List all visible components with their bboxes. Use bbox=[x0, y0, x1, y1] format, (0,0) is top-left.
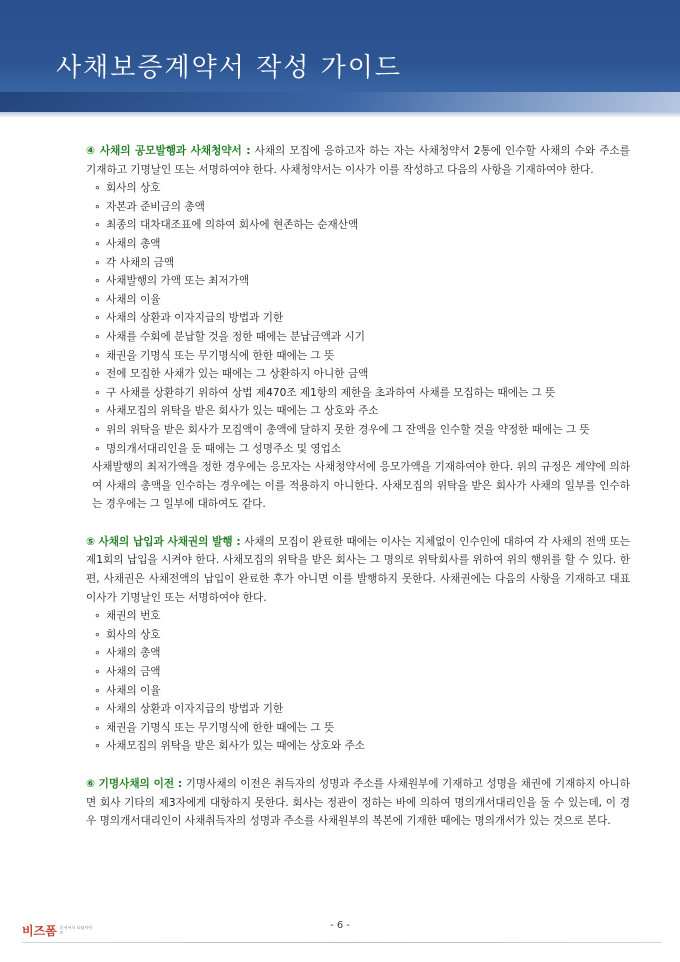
section-4-intro bbox=[86, 142, 630, 179]
list-item: ∘ 사채의 총액 bbox=[94, 644, 630, 663]
section-5 bbox=[86, 533, 630, 756]
list-item: ∘ 채권을 기명식 또는 무기명식에 한한 때에는 그 뜻 bbox=[94, 719, 630, 738]
list-item: ∘ 구 사채를 상환하기 위하여 상법 제470조 제1항의 제한을 초과하여 사채를 모집하는 때에는 그 뜻 bbox=[94, 384, 630, 403]
section-number: ⑥ bbox=[86, 778, 96, 790]
footer-divider bbox=[22, 942, 662, 943]
list-item: ∘ 사채의 이율 bbox=[94, 291, 630, 310]
list-item: ∘ 사채의 상환과 이자지급의 방법과 기한 bbox=[94, 700, 630, 719]
section-4 bbox=[86, 142, 630, 514]
list-item: ∘ 채권의 번호 bbox=[94, 607, 630, 626]
list-item: ∘ 사채발행의 가액 또는 최저가액 bbox=[94, 272, 630, 291]
header-shadow bbox=[0, 112, 680, 118]
list-item: ∘ 회사의 상호 bbox=[94, 179, 630, 198]
page-number: - 6 - bbox=[330, 920, 350, 931]
section-4-list bbox=[86, 179, 630, 458]
section-5-list bbox=[86, 607, 630, 756]
list-item: ∘ 최종의 대차대조표에 의하여 회사에 현존하는 순재산액 bbox=[94, 216, 630, 235]
section-heading: 사채의 공모발행과 사채청약서 : bbox=[99, 145, 251, 157]
list-item: ∘ 사채를 수회에 분납할 것을 정한 때에는 분납금액과 시기 bbox=[94, 328, 630, 347]
section-intro-text: 기명사채의 이전은 취득자의 성명과 주소를 사채원부에 기재하고 성명을 채권에 기재하지 아니하면 회사 기타의 제3자에게 대항하지 못한다. 회사는 정관이 정하는 바에 의하여 명의개서대리인을 둘 수 있는데, 이 경우 명의개서대리인이 사채취득자의 성명과 주소를 사채원부의 복본에 기재한 때에는 명의개서가 있는 것으로 본다. bbox=[86, 778, 630, 828]
section-number: ⑤ bbox=[86, 535, 96, 548]
list-item: ∘ 사채의 총액 bbox=[94, 235, 630, 254]
document-body bbox=[86, 142, 630, 831]
page-title: 사채보증계약서 작성 가이드 bbox=[56, 53, 402, 83]
section-intro-text: 사채의 모집이 완료한 때에는 이사는 지체없이 인수인에 대하여 각 사채의 전액 또는 제1회의 납입을 시켜야 한다. 사채모집의 위탁을 받은 회사는 그 명의로 위탁회사를 위하여 위의 행위를 할 수 있다. 한편, 사채권은 사채전액의 납입이 완료한 후가 아니면 이를 발행하지 못한다. 사채권에는 다음의 사항을 기재하고 대표이사가 기명날인 또는 서명하여야 한다. bbox=[86, 535, 630, 604]
section-intro-text: 사채의 모집에 응하고자 하는 자는 사채청약서 2통에 인수할 사채의 수와 주소를 기재하고 기명날인 또는 서명하여야 한다. 사채청약서는 이사가 이를 작성하고 다음의 사항을 기재하여야 한다. bbox=[86, 145, 630, 176]
list-item: ∘ 위의 위탁을 받은 회사가 모집액이 총액에 달하지 못한 경우에 그 잔액을 인수할 것을 약정한 때에는 그 뜻 bbox=[94, 421, 630, 440]
section-heading: 기명사채의 이전 : bbox=[98, 778, 183, 790]
list-item: ∘ 사채모집의 위탁을 받은 회사가 있는 때에는 그 상호와 주소 bbox=[94, 402, 630, 421]
logo-subtitle: 문서서식 포털사이트 bbox=[59, 925, 92, 935]
header-band bbox=[0, 92, 680, 112]
section-4-after: 사채발행의 최저가액을 정한 경우에는 응모자는 사채청약서에 응모가액을 기재하여야 한다. 위의 규정은 계약에 의하여 사채의 총액을 인수하는 경우에는 이를 적용하지 아니한다. 사채모집의 위탁을 받은 회사가 사채의 일부를 인수하는 경우에는 그 일부에 대하여도 같다. bbox=[92, 461, 630, 511]
list-item: ∘ 사채의 금액 bbox=[94, 663, 630, 682]
section-5-intro bbox=[86, 533, 630, 607]
list-item: ∘ 회사의 상호 bbox=[94, 626, 630, 645]
section-number: ④ bbox=[86, 145, 96, 157]
list-item: ∘ 사채모집의 위탁을 받은 회사가 있는 때에는 상호와 주소 bbox=[94, 737, 630, 756]
list-item: ∘ 자본과 준비금의 총액 bbox=[94, 198, 630, 217]
list-item: ∘ 사채의 상환과 이자지급의 방법과 기한 bbox=[94, 309, 630, 328]
section-6 bbox=[86, 775, 630, 831]
section-heading: 사채의 납입과 사채권의 발행 : bbox=[98, 535, 241, 548]
list-item: ∘ 전에 모집한 사채가 있는 때에는 그 상환하지 아니한 금액 bbox=[94, 365, 630, 384]
page-header bbox=[0, 0, 680, 112]
logo-text: 비즈폼 bbox=[22, 923, 57, 938]
list-item: ∘ 각 사채의 금액 bbox=[94, 254, 630, 273]
section-6-intro bbox=[86, 775, 630, 831]
list-item: ∘ 채권을 기명식 또는 무기명식에 한한 때에는 그 뜻 bbox=[94, 347, 630, 366]
list-item: ∘ 사채의 이율 bbox=[94, 682, 630, 701]
list-item: ∘ 명의개서대리인을 둔 때에는 그 성명주소 및 영업소 bbox=[94, 440, 630, 459]
